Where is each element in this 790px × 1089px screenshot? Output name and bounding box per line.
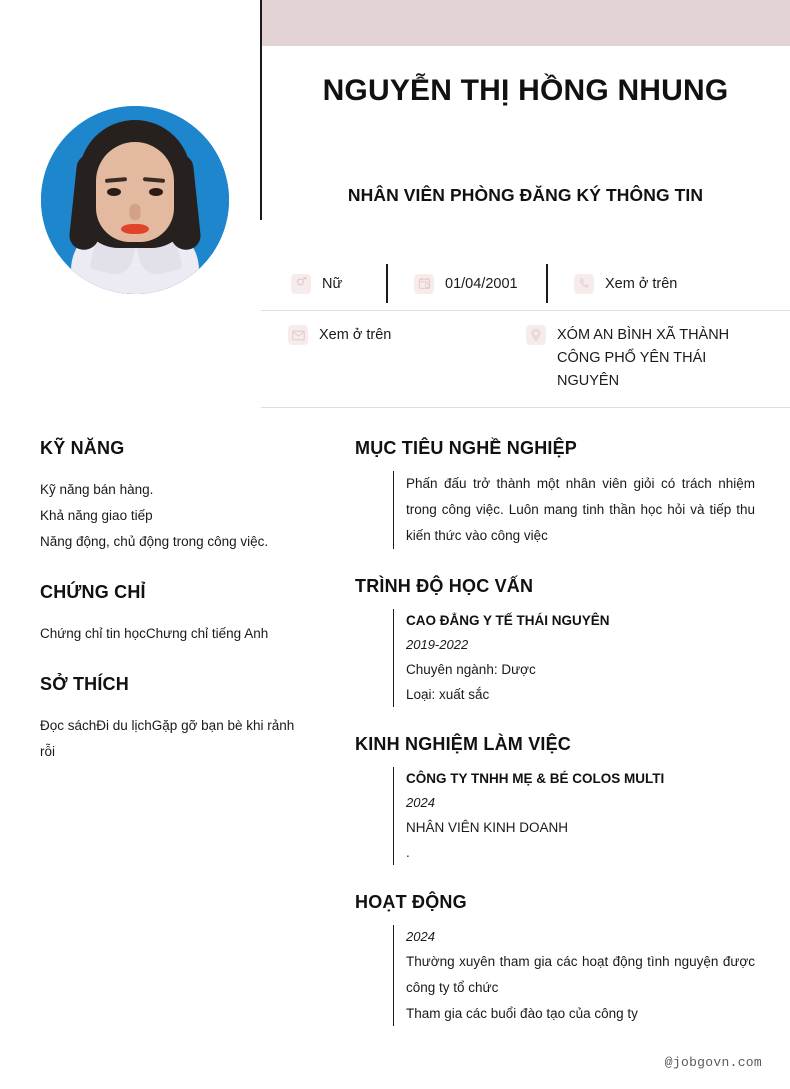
location-icon [526,325,546,345]
section-certificates [40,582,310,647]
activities-line: Tham gia các buổi đào tạo của công ty [406,1006,638,1021]
contact-block [261,258,790,408]
header-banner [261,0,790,46]
activities-line: Thường xuyên tham gia các hoạt động tình nguyện được công ty tổ chức [406,954,755,995]
avatar [41,106,229,294]
section-objective [355,438,755,549]
gender-icon [291,274,311,294]
section-education-heading: TRÌNH ĐỘ HỌC VẤN [355,576,534,596]
contact-address-value: XÓM AN BÌNH XÃ THÀNH CÔNG PHỔ YÊN THÁI NGUYÊN [557,327,730,389]
contact-gender [261,273,386,296]
contact-phone-value: Xem ở trên [605,275,678,292]
contact-dob [386,273,546,296]
email-icon [288,325,308,345]
section-activities [355,892,755,1026]
education-major: Chuyên ngành: Dược [406,662,536,677]
section-hobbies [40,674,310,765]
section-experience-heading: KINH NGHIỆM LÀM VIỆC [355,734,572,754]
skill-line: Kỹ năng bán hàng. [40,482,154,497]
header-vertical-divider [260,0,262,220]
section-activities-heading: HOẠT ĐỘNG [355,892,467,912]
contact-phone [546,273,677,296]
section-experience [355,734,755,865]
activities-years: 2024 [406,929,435,944]
section-education [355,576,755,707]
experience-company: CÔNG TY TNHH MẸ & BÉ COLOS MULTI [406,771,665,786]
hobby-line: Đọc sáchĐi du lịchGặp gỡ bạn bè khi rảnh rỗi [40,718,295,759]
contact-gender-value: Nữ [322,275,343,292]
experience-years: 2024 [406,795,435,810]
contact-email-value: Xem ở trên [319,327,392,343]
education-school: CAO ĐẲNG Y TẾ THÁI NGUYÊN [406,613,610,628]
certificate-line: Chứng chỉ tin họcChưng chỉ tiếng Anh [40,626,269,641]
contact-email [261,324,511,393]
contact-address [511,324,769,393]
contact-divider-bottom [261,407,790,408]
calendar-icon [414,274,434,294]
experience-entry [393,767,755,865]
sidebar [40,438,310,792]
main-content [355,438,755,1053]
contact-dob-value: 01/04/2001 [445,275,518,292]
contact-row-1 [261,258,790,310]
experience-role: NHÂN VIÊN KINH DOANH [406,820,569,835]
watermark: @jobgovn.com [664,1055,762,1070]
portrait-photo [41,106,229,294]
skill-line: Khả năng giao tiếp [40,508,153,523]
objective-body: Phấn đấu trở thành một nhân viên giỏi có trách nhiệm trong công việc. Luôn mang tinh thần học hỏi và tiếp thu kiến thức vào công việc [406,476,755,543]
contact-row-2 [261,311,790,407]
page-title: NGUYỄN THỊ HỒNG NHUNG [322,74,729,107]
section-hobbies-heading: SỞ THÍCH [40,674,129,694]
section-objective-heading: MỤC TIÊU NGHỀ NGHIỆP [355,438,578,458]
section-skills-heading: KỸ NĂNG [40,438,125,458]
objective-body-block [393,471,755,549]
education-years: 2019-2022 [406,637,469,652]
skill-line: Năng động, chủ động trong công việc. [40,534,269,549]
education-entry [393,609,755,707]
phone-icon [574,274,594,294]
section-certificates-heading: CHỨNG CHỈ [40,582,146,602]
job-title: NHÂN VIÊN PHÒNG ĐĂNG KÝ THÔNG TIN [347,185,704,205]
activities-entry [393,925,755,1026]
education-grade: Loại: xuất sắc [406,687,490,702]
experience-note: . [406,845,410,860]
section-skills [40,438,310,555]
